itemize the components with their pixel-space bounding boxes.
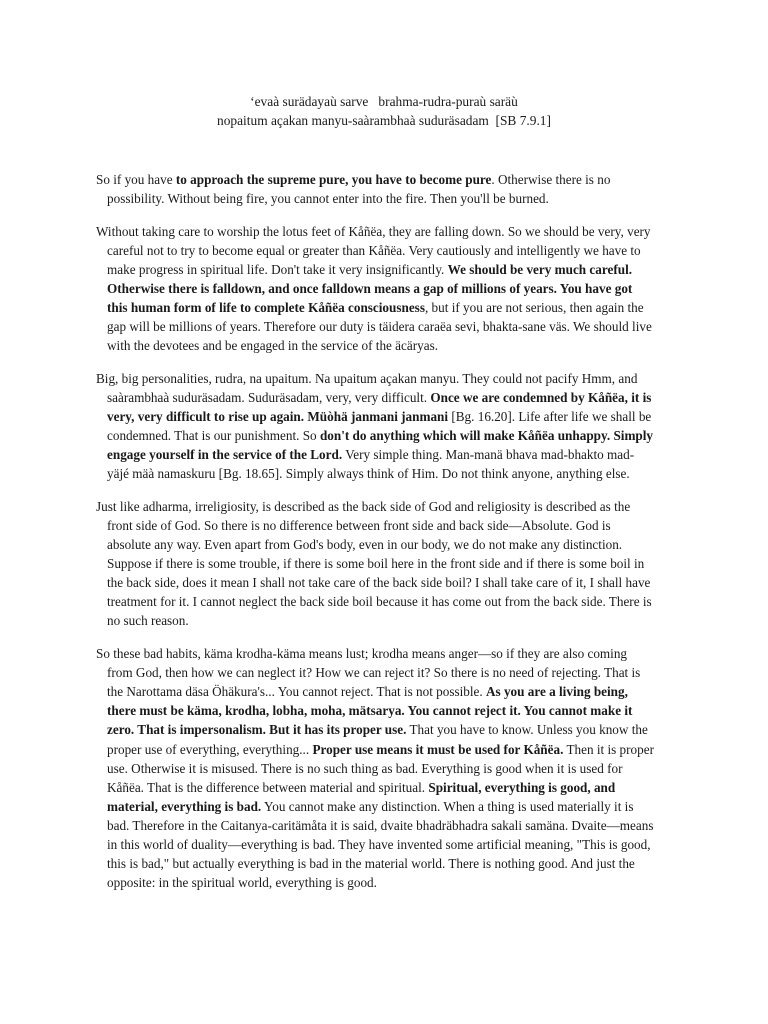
text-run: . Otherwise there is no possibility. Without being fire, you cannot enter into the fire. Then you'll be burned. — [107, 172, 611, 207]
text-run: You cannot make any distinction. When a thing is used materially it is bad. Therefore in the Caitanya-caritämåta it is said, dvaite bhadräbhadra sakali samäna. Dvaite—means in this world of duality—everything is bad. They have invented some artificial meaning, "This is good, this is bad," but actually everything is bad in the material world. There is nothing good. And just the opposite: in the spiritual world, everything is good. — [107, 798, 654, 891]
text-run: So these bad habits, käma krodha-käma means lust; krodha means anger—so if they are also coming from God, then how we can neglect it? How we can reject it? So there is no need of rejecting. That is the Narottama däsa Öhäkura's... You cannot reject. That is not possible. — [96, 646, 641, 700]
document-body — [96, 170, 654, 906]
text-run: That you have to know. Unless you know the proper use of everything, everything... — [107, 722, 648, 757]
bold-text-run: As you are a living being, there must be käma, krodha, lobha, moha, mätsarya. You cannot reject it. You cannot make it zero. That is impersonalism. But it has its proper use. — [107, 684, 633, 738]
bold-text-run: Spiritual, everything is good, and material, everything is bad. — [107, 779, 616, 814]
text-run: Big, big personalities, rudra, na upaitum. Na upaitum açakan manyu. They could not pacify Hmm, and saàrambhaà suduräsadam. Suduräsadam, very, very difficult. — [96, 370, 638, 405]
text-run: , but if you are not serious, then again the gap will be millions of years. Therefore our duty is täidera caraëa sevi, bhakta-sane väs. We should live with the devotees and be engaged in the service of the äcäryas. — [107, 300, 652, 354]
verse-block — [0, 92, 768, 130]
text-run: Without taking care to worship the lotus feet of Kåñëa, they are falling down. So we should be very, very careful not to try to become equal or greater than Kåñëa. Very cautiously and intelligently we have to make progress in spiritual life. Don't take it very insignificantly. — [96, 223, 651, 277]
bold-text-run: to approach the supreme pure, you have to become pure — [175, 172, 492, 187]
paragraph — [96, 222, 654, 356]
paragraph — [96, 497, 654, 631]
bold-text-run: Proper use means it must be used for Kåñëa. — [312, 741, 564, 757]
verse-line-1: ‘evaà surädayaù sarve brahma-rudra-puraù saräù — [250, 94, 518, 109]
text-run: Very simple thing. Man-manä bhava mad-bhakto mad-yäjé mäà namaskuru [Bg. 18.65]. Simply always think of Him. Do not think anyone, anything else. — [107, 447, 635, 482]
bold-text-run: don't do anything which will make Kåñëa unhappy. Simply engage yourself in the service of the Lord. — [107, 428, 654, 463]
text-run: Just like adharma, irreligiosity, is described as the back side of God and religiosity is described as the front side of God. So there is no difference between front side and back side—Absolute. God is absolute any way. Even apart from God's body, even in our body, we do not make any distinction. Suppose if there is some trouble, if there is some boil here in the front side and if there is some boil in the back side, does it mean I shall not take care of the back side boil? I shall take care of it, I shall have treatment for it. I cannot neglect the back side boil because it has come out from the back side. There is no such reason. — [96, 498, 652, 629]
verse-line-2: nopaitum açakan manyu-saàrambhaà suduräsadam [SB 7.9.1] — [217, 113, 551, 128]
bold-text-run: We should be very much careful. Otherwise there is falldown, and once falldown means a gap of millions of years. You have got this human form of life to complete Kåñëa consciousness — [107, 261, 633, 316]
paragraph — [96, 369, 654, 484]
paragraph — [96, 170, 654, 208]
bold-text-run: Once we are condemned by Kåñëa, it is very, very difficult to rise up again. Müòhä janmani janmani — [107, 389, 652, 425]
text-run: So if you have — [96, 172, 176, 187]
text-run: [Bg. 16.20]. Life after life we shall be condemned. That is our punishment. So — [107, 409, 652, 444]
text-run: Then it is proper use. Otherwise it is misused. There is no such thing as bad. Everything is good when it is used for Kåñëa. That is the difference between material and spiritual. — [107, 741, 654, 795]
paragraph — [96, 644, 654, 892]
